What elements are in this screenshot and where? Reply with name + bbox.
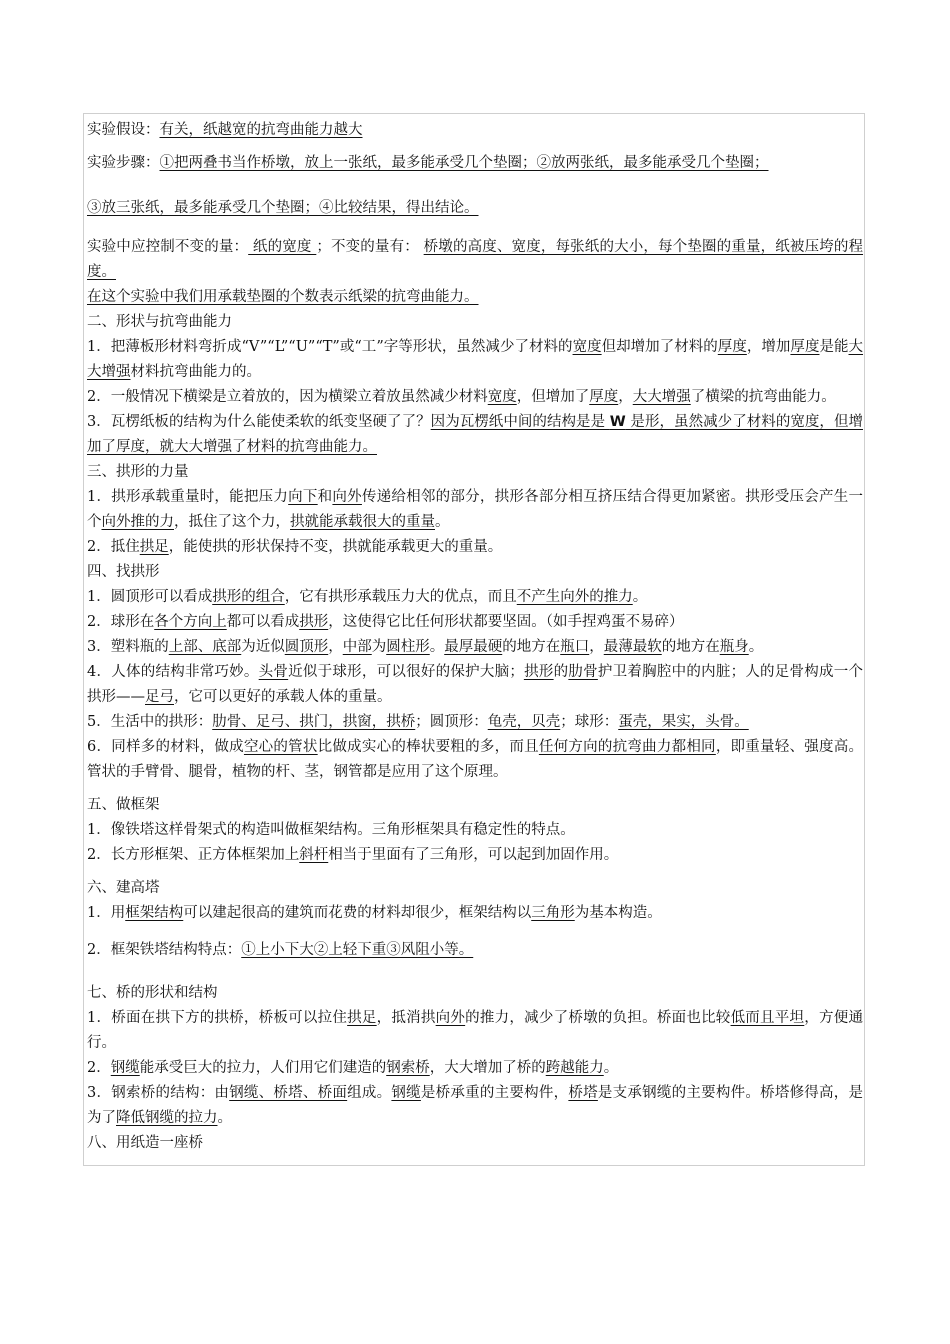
text: 2．	[87, 1060, 111, 1076]
answer: 大大增强	[87, 339, 864, 380]
text: ，	[589, 639, 604, 655]
answer: 大大增强	[632, 389, 691, 405]
text: 的地方在	[661, 639, 720, 655]
answer: 向外推的力	[101, 514, 174, 530]
text: ，方便通行。	[87, 1010, 864, 1051]
answer: 跨越能力	[545, 1060, 604, 1076]
answer: 拱形的组合	[212, 589, 285, 605]
text: 5．生活中的拱形：	[87, 714, 213, 730]
answer: 肋骨、足弓、拱门，拱窗，拱桥	[212, 714, 416, 730]
answer: 拱足	[347, 1010, 377, 1026]
answer: 钢缆	[391, 1085, 421, 1101]
answer: 中部	[342, 639, 372, 655]
text: 1．用	[87, 905, 126, 921]
text: 3．塑料瓶的	[87, 639, 169, 655]
item-3-2	[87, 535, 863, 560]
text: ，	[618, 389, 633, 405]
text: 。	[603, 1060, 619, 1076]
text: 。	[435, 514, 450, 530]
item-4-6	[87, 735, 863, 785]
text: 1．桥面在拱下方的拱桥，桥板可以拉住	[87, 1010, 348, 1026]
text: 因为瓦楞纸中间的结构是是	[430, 414, 610, 430]
text: 组成。	[347, 1085, 392, 1101]
bold-letter: W	[609, 414, 626, 430]
answer: 低而且平坦	[730, 1010, 805, 1026]
text: 传递给相邻的部分，拱形各部分相互挤压结合得更加紧密。拱形受压会产生一个	[87, 489, 864, 530]
measure-line	[87, 285, 863, 310]
text: 的地方在	[502, 639, 561, 655]
answer: 瓶口	[560, 639, 590, 655]
text: 1．像铁塔这样骨架式的构造叫做框架结构。三角形框架具有稳定性的特点。	[87, 822, 575, 838]
text: 可以建起很高的建筑而花费的材料却很少，框架结构以	[183, 905, 532, 921]
answer: 不产生向外的推力	[516, 589, 633, 605]
item-6-1	[87, 901, 863, 926]
document-body	[87, 118, 863, 1156]
answer: 蛋壳，果实，头骨。	[618, 714, 749, 730]
text: 的推力，减少了桥墩的负担。桥面也比较	[465, 1010, 731, 1026]
item-4-4	[87, 660, 863, 710]
text: 的	[553, 664, 569, 680]
section-heading-8: 八、用纸造一座桥	[87, 1135, 203, 1151]
text: 。	[632, 589, 648, 605]
answer: 任何方向的抗弯曲力都相同	[538, 739, 716, 755]
text: 实验假设：	[87, 122, 160, 138]
answer: 足弓	[145, 689, 174, 705]
steps-line-2	[87, 196, 863, 221]
answer: 龟壳，贝壳	[487, 714, 561, 730]
text: 。	[217, 1110, 232, 1126]
answer: 钢缆、桥塔、桥面	[229, 1085, 348, 1101]
section-heading-7: 七、桥的形状和结构	[87, 985, 218, 1001]
answer: 瓶身	[719, 639, 749, 655]
text: ，抵消拱	[376, 1010, 436, 1026]
item-3-1	[87, 485, 863, 535]
item-2-3	[87, 410, 863, 460]
answer: 厚度	[717, 339, 747, 355]
answer: 在这个实验中我们用承载垫圈的个数表示纸梁的抗弯曲能力。	[87, 289, 479, 305]
text: ，它有拱形承载压力大的优点，而且	[284, 589, 517, 605]
text: 2．框架铁塔结构特点：	[87, 942, 242, 958]
text: 比做成实心的棒状要粗的多，而且	[317, 739, 539, 755]
text: 和	[317, 489, 333, 505]
answer: 降低钢缆的拉力	[116, 1110, 218, 1126]
text: 2．长方形框架、正方体框架加上	[87, 847, 300, 863]
answer: 拱形	[523, 664, 554, 680]
text: 能承受巨大的拉力，人们用它们建造的	[139, 1060, 387, 1076]
answer: ①把两叠书当作桥墩，放上一张纸，最多能承受几个垫圈；②放两张纸，最多能承受几个垫圈；	[159, 155, 769, 171]
answer: 有关，纸越宽的抗弯曲能力越大	[159, 122, 363, 138]
answer: 钢索桥	[386, 1060, 430, 1076]
answer: 纸的宽度	[248, 239, 317, 255]
controlled-variables	[87, 235, 863, 285]
text: 2．球形在	[87, 614, 155, 630]
answer: 最薄最软	[603, 639, 662, 655]
answer: 圆柱形	[386, 639, 430, 655]
item-4-1	[87, 585, 863, 610]
text: 为基本构造。	[574, 905, 662, 921]
text: ，但增加了	[516, 389, 590, 405]
text: ；圆顶形：	[415, 714, 488, 730]
answer: 头骨	[258, 664, 289, 680]
item-4-3	[87, 635, 863, 660]
item-4-2	[87, 610, 863, 635]
text: 2．一般情况下横梁是立着放的，因为横梁立着放虽然减少材料	[87, 389, 488, 405]
text: ，能使拱的形状保持不变，拱就能承载更大的重量。	[168, 539, 503, 555]
answer: 肋骨	[568, 664, 598, 680]
steps-line	[87, 151, 863, 176]
item-7-2	[87, 1056, 863, 1081]
text: 3．钢索桥的结构：由	[87, 1085, 230, 1101]
section-heading-6: 六、建高塔	[87, 880, 160, 896]
text: ，它可以更好的承载人体的重量。	[174, 689, 392, 705]
item-5-2	[87, 843, 863, 868]
text: 了横梁的抗弯曲能力。	[690, 389, 836, 405]
answer: 各个方向上	[154, 614, 227, 630]
answer: 空心的管状	[243, 739, 318, 755]
text: 材料抗弯曲能力的。	[130, 364, 261, 380]
text: 为	[371, 639, 387, 655]
item-6-2	[87, 938, 863, 963]
answer: 厚度	[790, 339, 820, 355]
text: 相当于里面有了三角形，可以起到加固作用。	[328, 847, 619, 863]
answer: ③放三张纸，最多能承受几个垫圈；④比较结果，得出结论。	[87, 200, 479, 216]
answer: 桥塔	[568, 1085, 598, 1101]
text: 是能	[819, 339, 849, 355]
text: ，	[328, 639, 343, 655]
section-heading-4: 四、找拱形	[87, 564, 160, 580]
text: ；球形：	[560, 714, 619, 730]
answer: 三角形	[531, 905, 575, 921]
section-heading-3: 三、拱形的力量	[87, 464, 189, 480]
answer: 厚度	[589, 389, 619, 405]
answer: 框架结构	[125, 905, 184, 921]
text: 1．把薄板形材料弯折成“V”“L”“U”“T”或“工”字等形状，虽然减少了材料的	[87, 339, 573, 355]
answer: 斜杆	[299, 847, 329, 863]
text: 护卫着胸腔中的内脏；人的足骨构成一个拱形——	[87, 664, 864, 705]
text: 是支承钢缆的主要构件。桥塔修得高，是为了	[87, 1085, 864, 1126]
answer: 钢缆	[110, 1060, 140, 1076]
item-5-1	[87, 818, 863, 843]
answer: 拱足	[139, 539, 169, 555]
text: ，抵住了这个力，	[174, 514, 290, 530]
text: 实验步骤：	[87, 155, 160, 171]
answer: 向外	[332, 489, 362, 505]
answer: 向下	[288, 489, 318, 505]
text: 6．同样多的材料，做成	[87, 739, 244, 755]
text: 近似于球形，可以很好的保护大脑；	[288, 664, 524, 680]
answer: 拱就能承载很大的重量	[290, 514, 435, 530]
answer: 桥墩的高度、宽度，每张纸的大小，每个垫圈的重量，纸被压垮的程度。	[87, 239, 864, 280]
text: ，增加	[746, 339, 791, 355]
answer: 拱形	[299, 614, 329, 630]
answer: 向外	[435, 1010, 466, 1026]
text: 是桥承重的主要构件，	[420, 1085, 569, 1101]
text: 是形，虽然减少了材料的宽度，但增加了厚度，就大大增强了材料的抗弯曲能力。	[87, 414, 864, 455]
item-7-1	[87, 1006, 863, 1056]
item-7-3	[87, 1081, 863, 1131]
item-4-5	[87, 710, 863, 735]
section-heading-2: 二、形状与抗弯曲能力	[87, 314, 232, 330]
answer: ①上小下大②上轻下重③风阻小等。	[241, 942, 474, 958]
text: 1．拱形承载重量时，能把压力	[87, 489, 289, 505]
text: 。	[429, 639, 445, 655]
answer: 最厚最硬	[444, 639, 503, 655]
item-2-2	[87, 385, 863, 410]
answer: 宽度	[487, 389, 517, 405]
text: 2．抵住	[87, 539, 140, 555]
text: 1．圆顶形可以看成	[87, 589, 213, 605]
text: ，即重量轻、强度高。管状的手臂骨、腿骨，植物的杆、茎，钢管都是应用了这个原理。	[87, 739, 864, 780]
text: 3．瓦楞纸板的结构为什么能使柔软的纸变坚硬了了？	[87, 414, 431, 430]
answer: 宽度	[572, 339, 602, 355]
text: 为近似	[241, 639, 285, 655]
answer: 上部、底部	[168, 639, 242, 655]
text: 实验中应控制不变的量：	[87, 239, 249, 255]
item-2-1	[87, 335, 863, 385]
text: 。	[748, 639, 764, 655]
text: ，大大增加了桥的	[429, 1060, 546, 1076]
text: ，这使得它比任何形状都要坚固。（如手捏鸡蛋不易碎）	[328, 614, 684, 630]
section-heading-5: 五、做框架	[87, 797, 160, 813]
text: 4．人体的结构非常巧妙。	[87, 664, 259, 680]
text: 但却增加了材料的	[601, 339, 718, 355]
text: ；不变的量有：	[316, 239, 424, 255]
answer: 圆顶形	[284, 639, 329, 655]
text: 都可以看成	[226, 614, 300, 630]
hypothesis-line	[87, 118, 863, 143]
